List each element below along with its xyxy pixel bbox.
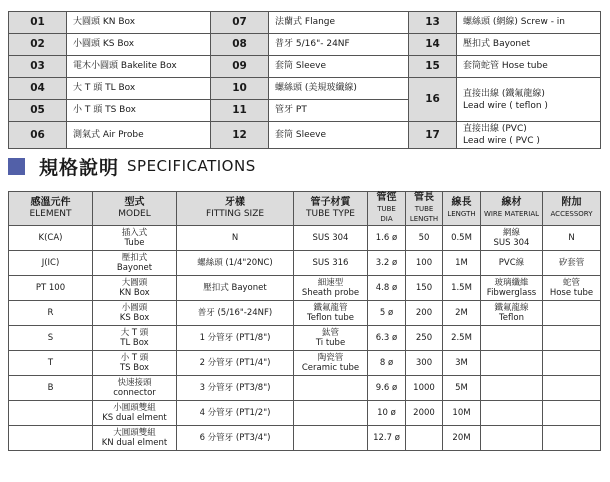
spec-length-line1: 1.5M bbox=[451, 283, 472, 293]
spec-length bbox=[443, 376, 481, 401]
spec-tube-type-line1: 鈦管 bbox=[321, 328, 339, 338]
spec-model-line1: 快速接頭 bbox=[117, 378, 152, 388]
spec-model bbox=[93, 376, 177, 401]
parts-row bbox=[9, 78, 601, 100]
spec-fitting bbox=[177, 376, 294, 401]
spec-tube-type-line1: 鐵氟龍管 bbox=[313, 303, 348, 313]
spec-row bbox=[9, 276, 601, 301]
spec-wire-material-line1: PVC線 bbox=[498, 258, 525, 268]
spec-tube-type bbox=[294, 426, 368, 451]
spec-row bbox=[9, 226, 601, 251]
spec-wire-material bbox=[481, 401, 543, 426]
spec-wire-material-line1: 鐵氟龍線 bbox=[494, 303, 529, 313]
spec-model-line2: TS Box bbox=[119, 363, 150, 373]
spec-fitting-line1: 螺絲頭 (1/4"20NC) bbox=[197, 258, 273, 268]
spec-tube-dia-line1: 5 ø bbox=[379, 308, 394, 318]
spec-tube-dia-line1: 1.6 ø bbox=[375, 233, 398, 243]
part-number: 06 bbox=[9, 122, 67, 149]
specifications-heading bbox=[8, 153, 256, 179]
part-number: 11 bbox=[211, 100, 269, 122]
spec-tube-type-line1: 陶瓷管 bbox=[317, 353, 344, 363]
spec-length bbox=[443, 251, 481, 276]
part-name-zh: 電木小圓頭 bbox=[73, 61, 119, 71]
spec-tube-dia-line1: 9.6 ø bbox=[375, 383, 398, 393]
spec-fitting-line1: 2 分管牙 (PT1/4") bbox=[199, 358, 271, 368]
spec-model bbox=[93, 276, 177, 301]
spec-wire-material-line1: 網線 bbox=[502, 228, 520, 238]
spec-tube-dia-line1: 6.3 ø bbox=[375, 333, 398, 343]
spec-tube-type bbox=[294, 251, 368, 276]
spec-wire-material bbox=[481, 426, 543, 451]
spec-wire-material bbox=[481, 276, 543, 301]
spec-fitting bbox=[177, 351, 294, 376]
spec-tube-length bbox=[406, 426, 443, 451]
header-element: 感溫元件 ELEMENT bbox=[9, 192, 93, 226]
part-name-en: Hose tube bbox=[501, 61, 548, 71]
part-name-zh: 螺絲頭 (網線) bbox=[463, 17, 518, 27]
spec-accessory-line1: 蛇管 bbox=[562, 278, 580, 288]
spec-row bbox=[9, 376, 601, 401]
spec-accessory-line2: Hose tube bbox=[549, 288, 594, 298]
spec-element bbox=[9, 276, 93, 301]
header-accessory: 附加 ACCESSORY bbox=[543, 192, 601, 226]
part-name-zh: 壓扣式 bbox=[463, 39, 491, 49]
header-fitting-size: 牙樣 FITTING SIZE bbox=[177, 192, 294, 226]
spec-tube-dia bbox=[368, 426, 406, 451]
part-name-en: KS Box bbox=[102, 39, 135, 49]
spec-tube-type bbox=[294, 326, 368, 351]
spec-tube-type-line1: 細速型 bbox=[317, 278, 344, 288]
spec-model-line1: 大圓頭雙組 bbox=[113, 428, 156, 438]
spec-row bbox=[9, 301, 601, 326]
spec-element bbox=[9, 401, 93, 426]
part-name-zh: 直接出線 (PVC) bbox=[463, 124, 527, 134]
spec-tube-length-line1: 250 bbox=[415, 333, 433, 343]
part-name-en: Bayonet bbox=[492, 39, 531, 49]
part-description bbox=[269, 56, 409, 78]
spec-tube-length bbox=[406, 351, 443, 376]
part-description bbox=[457, 122, 601, 149]
part-description bbox=[457, 56, 601, 78]
part-name-en: KN Box bbox=[102, 17, 136, 27]
part-number: 12 bbox=[211, 122, 269, 149]
part-name-en: PT bbox=[295, 105, 307, 115]
part-number: 14 bbox=[409, 34, 457, 56]
spec-tube-type bbox=[294, 226, 368, 251]
part-description bbox=[67, 100, 211, 122]
spec-tube-type bbox=[294, 301, 368, 326]
part-name-en: Sleeve bbox=[295, 61, 327, 71]
spec-model bbox=[93, 426, 177, 451]
header-tube-length: 管長 TUBE LENGTH bbox=[406, 192, 443, 226]
spec-fitting bbox=[177, 301, 294, 326]
spec-fitting-line1: 3 分管牙 (PT3/8") bbox=[199, 383, 271, 393]
part-number: 15 bbox=[409, 56, 457, 78]
spec-accessory bbox=[543, 251, 601, 276]
spec-wire-material-line1: 玻璃纖維 bbox=[494, 278, 529, 288]
spec-tube-type-line1: SUS 316 bbox=[312, 258, 349, 268]
spec-model-line1: 壓扣式 bbox=[121, 253, 148, 263]
part-name-zh: 小 T 頭 bbox=[73, 105, 103, 115]
spec-header-row bbox=[9, 192, 601, 226]
spec-fitting bbox=[177, 251, 294, 276]
spec-tube-dia bbox=[368, 226, 406, 251]
parts-row bbox=[9, 34, 601, 56]
spec-tube-length bbox=[406, 326, 443, 351]
header-length: 線長 LENGTH bbox=[443, 192, 481, 226]
spec-element-line1: J(IC) bbox=[41, 258, 60, 268]
spec-tube-length-line1: 300 bbox=[415, 358, 433, 368]
spec-tube-length bbox=[406, 251, 443, 276]
spec-tube-dia bbox=[368, 301, 406, 326]
part-name-en: Air Probe bbox=[102, 129, 144, 140]
spec-fitting-line1: 1 分管牙 (PT1/8") bbox=[199, 333, 271, 343]
part-name-zh: 大圓頭 bbox=[73, 17, 101, 27]
part-description bbox=[457, 78, 601, 122]
spec-wire-material-line2: Fibwerglass bbox=[486, 288, 537, 298]
spec-length-line1: 2.5M bbox=[451, 333, 472, 343]
part-name-zh: 套筒蛇管 bbox=[463, 61, 500, 71]
spec-wire-material bbox=[481, 351, 543, 376]
spec-model-line1: 小 T 頭 bbox=[120, 353, 149, 363]
part-name-zh: 螺絲頭 (美規玻纖線) bbox=[275, 83, 357, 93]
spec-length bbox=[443, 426, 481, 451]
spec-model bbox=[93, 301, 177, 326]
spec-fitting bbox=[177, 226, 294, 251]
spec-tube-length bbox=[406, 276, 443, 301]
spec-element-line1: R bbox=[47, 308, 54, 318]
spec-model-line2: connector bbox=[113, 388, 156, 398]
part-description bbox=[67, 34, 211, 56]
spec-wire-material bbox=[481, 251, 543, 276]
spec-tube-type-line1: SUS 304 bbox=[312, 233, 349, 243]
part-description bbox=[457, 34, 601, 56]
spec-tube-dia bbox=[368, 251, 406, 276]
spec-element bbox=[9, 301, 93, 326]
spec-tube-dia bbox=[368, 351, 406, 376]
heading-zh: 規格說明 bbox=[39, 156, 120, 179]
spec-length-line1: 20M bbox=[452, 433, 471, 443]
part-name-zh: 法蘭式 bbox=[275, 17, 303, 27]
spec-element bbox=[9, 226, 93, 251]
part-name-en: 5/16"- 24NF bbox=[295, 39, 350, 49]
part-name-zh: 套筒 bbox=[275, 61, 294, 71]
spec-tube-length bbox=[406, 376, 443, 401]
part-name-en: Screw - in bbox=[520, 17, 566, 27]
spec-length bbox=[443, 301, 481, 326]
spec-wire-material bbox=[481, 226, 543, 251]
spec-length-line1: 5M bbox=[455, 383, 468, 393]
spec-model bbox=[93, 351, 177, 376]
part-number: 09 bbox=[211, 56, 269, 78]
spec-element-line1: T bbox=[47, 358, 54, 368]
spec-tube-length-line1: 100 bbox=[415, 258, 433, 268]
spec-model-line2: KS Box bbox=[119, 313, 150, 323]
spec-model bbox=[93, 401, 177, 426]
part-description bbox=[269, 122, 409, 149]
spec-tube-type bbox=[294, 376, 368, 401]
spec-row bbox=[9, 401, 601, 426]
spec-length-line1: 3M bbox=[455, 358, 468, 368]
spec-model-line2: KS dual elment bbox=[102, 413, 167, 423]
spec-model bbox=[93, 326, 177, 351]
spec-length bbox=[443, 226, 481, 251]
spec-tube-type-line2: Ceramic tube bbox=[301, 363, 360, 373]
part-name-en: TL Box bbox=[105, 83, 136, 93]
part-description bbox=[457, 12, 601, 34]
spec-model-line1: 大 T 頭 bbox=[120, 328, 149, 338]
spec-tube-length-line1: 2000 bbox=[413, 408, 435, 418]
spec-element bbox=[9, 251, 93, 276]
spec-element bbox=[9, 351, 93, 376]
spec-tube-length-line1: 1000 bbox=[413, 383, 435, 393]
spec-fitting bbox=[177, 401, 294, 426]
part-name-en: Sleeve bbox=[295, 129, 327, 140]
part-number: 13 bbox=[409, 12, 457, 34]
spec-row bbox=[9, 326, 601, 351]
spec-tube-type bbox=[294, 401, 368, 426]
spec-element bbox=[9, 426, 93, 451]
part-description bbox=[269, 12, 409, 34]
spec-accessory bbox=[543, 426, 601, 451]
spec-model-line1: 小圓頭雙組 bbox=[113, 403, 156, 413]
part-name-zh: 直接出線 (鐵氟龍線) bbox=[463, 88, 545, 99]
spec-element-line1: K(CA) bbox=[38, 233, 63, 243]
spec-fitting-line1: 普牙 (5/16"-24NF) bbox=[197, 308, 273, 318]
spec-length bbox=[443, 401, 481, 426]
spec-tube-dia-line1: 4.8 ø bbox=[375, 283, 398, 293]
spec-tube-type bbox=[294, 276, 368, 301]
spec-model-line1: 插入式 bbox=[121, 228, 148, 238]
part-description bbox=[269, 34, 409, 56]
spec-accessory-line1: N bbox=[568, 233, 575, 243]
spec-tube-dia bbox=[368, 376, 406, 401]
part-name-en: Lead wire ( teflon ) bbox=[463, 100, 548, 111]
spec-model-line2: KN dual elment bbox=[101, 438, 168, 448]
spec-wire-material bbox=[481, 301, 543, 326]
spec-row bbox=[9, 351, 601, 376]
spec-wire-material-line2: Teflon bbox=[499, 313, 524, 323]
spec-fitting-line1: 壓扣式 Bayonet bbox=[203, 283, 267, 293]
spec-model-line1: 大圓頭 bbox=[121, 278, 148, 288]
spec-fitting bbox=[177, 426, 294, 451]
spec-wire-material-line2: SUS 304 bbox=[493, 238, 530, 248]
spec-wire-material bbox=[481, 376, 543, 401]
part-number: 17 bbox=[409, 122, 457, 149]
spec-model-line2: TL Box bbox=[120, 338, 149, 348]
spec-fitting-line1: 4 分管牙 (PT1/2") bbox=[199, 408, 271, 418]
spec-model-line2: Tube bbox=[124, 238, 145, 248]
spec-wire-material bbox=[481, 326, 543, 351]
header-wire-material: 線材 WIRE MATERIAL bbox=[481, 192, 543, 226]
part-number: 10 bbox=[211, 78, 269, 100]
part-name-zh: 普牙 bbox=[275, 39, 294, 49]
part-name-en: Flange bbox=[304, 17, 336, 27]
spec-length-line1: 2M bbox=[455, 308, 468, 318]
spec-tube-type-line2: Ti tube bbox=[315, 338, 346, 348]
spec-tube-dia-line1: 3.2 ø bbox=[375, 258, 398, 268]
part-name-zh: 管牙 bbox=[275, 105, 294, 115]
spec-fitting bbox=[177, 326, 294, 351]
part-name-en: Lead wire ( PVC ) bbox=[463, 136, 540, 146]
spec-tube-length bbox=[406, 226, 443, 251]
spec-accessory bbox=[543, 226, 601, 251]
part-number: 03 bbox=[9, 56, 67, 78]
spec-accessory bbox=[543, 326, 601, 351]
part-number: 08 bbox=[211, 34, 269, 56]
part-name-en: Bakelite Box bbox=[120, 61, 177, 71]
part-name-zh: 套筒 bbox=[275, 129, 294, 140]
spec-length bbox=[443, 351, 481, 376]
part-number: 01 bbox=[9, 12, 67, 34]
spec-tube-dia bbox=[368, 276, 406, 301]
spec-accessory bbox=[543, 376, 601, 401]
part-description bbox=[67, 78, 211, 100]
spec-tube-dia bbox=[368, 326, 406, 351]
spec-tube-type-line2: Teflon tube bbox=[307, 313, 354, 323]
spec-length-line1: 10M bbox=[452, 408, 471, 418]
part-name-zh: 測氣式 bbox=[73, 129, 101, 140]
spec-length bbox=[443, 326, 481, 351]
spec-tube-dia-line1: 8 ø bbox=[379, 358, 394, 368]
spec-model-line2: KN Box bbox=[119, 288, 150, 298]
spec-tube-dia-line1: 10 ø bbox=[377, 408, 396, 418]
part-description bbox=[269, 78, 409, 100]
header-tube-dia: 管徑 TUBE DIA bbox=[368, 192, 406, 226]
spec-tube-length-line1: 150 bbox=[415, 283, 433, 293]
part-number: 02 bbox=[9, 34, 67, 56]
part-name-en: TS Box bbox=[105, 105, 136, 115]
spec-fitting-line1: 6 分管牙 (PT3/4") bbox=[199, 433, 271, 443]
spec-accessory-line1: 矽套管 bbox=[558, 258, 585, 268]
specifications-table bbox=[8, 191, 601, 451]
heading-en: SPECIFICATIONS bbox=[127, 157, 256, 175]
spec-model-line2: Bayonet bbox=[116, 263, 153, 273]
spec-row bbox=[9, 426, 601, 451]
parts-table bbox=[8, 11, 601, 149]
spec-element-line1: S bbox=[47, 333, 54, 343]
spec-element bbox=[9, 326, 93, 351]
spec-tube-length bbox=[406, 301, 443, 326]
spec-accessory bbox=[543, 301, 601, 326]
spec-tube-length bbox=[406, 401, 443, 426]
spec-row bbox=[9, 251, 601, 276]
heading-square-icon bbox=[8, 158, 25, 175]
spec-fitting-line1: N bbox=[231, 233, 239, 243]
part-description bbox=[67, 122, 211, 149]
part-number: 16 bbox=[409, 78, 457, 122]
spec-tube-type bbox=[294, 351, 368, 376]
part-description bbox=[269, 100, 409, 122]
part-number: 07 bbox=[211, 12, 269, 34]
spec-element-line1: B bbox=[47, 383, 54, 393]
spec-tube-length-line1: 200 bbox=[415, 308, 433, 318]
spec-tube-dia-line1: 12.7 ø bbox=[373, 433, 400, 443]
part-number: 04 bbox=[9, 78, 67, 100]
spec-length-line1: 1M bbox=[455, 258, 468, 268]
part-description bbox=[67, 12, 211, 34]
part-name-zh: 大 T 頭 bbox=[73, 83, 103, 93]
spec-length-line1: 0.5M bbox=[451, 233, 472, 243]
part-number: 05 bbox=[9, 100, 67, 122]
parts-row bbox=[9, 122, 601, 149]
spec-accessory bbox=[543, 351, 601, 376]
spec-element bbox=[9, 376, 93, 401]
spec-tube-type-line2: Sheath probe bbox=[301, 288, 360, 298]
header-model: 型式 MODEL bbox=[93, 192, 177, 226]
part-name-zh: 小圓頭 bbox=[73, 39, 101, 49]
part-description bbox=[67, 56, 211, 78]
parts-row bbox=[9, 12, 601, 34]
spec-model bbox=[93, 251, 177, 276]
spec-element-line1: PT 100 bbox=[35, 283, 66, 293]
spec-model-line1: 小圓頭 bbox=[121, 303, 148, 313]
spec-tube-dia bbox=[368, 401, 406, 426]
spec-model bbox=[93, 226, 177, 251]
spec-fitting bbox=[177, 276, 294, 301]
header-tube-type: 管子材質 TUBE TYPE bbox=[294, 192, 368, 226]
spec-tube-length-line1: 50 bbox=[418, 233, 430, 243]
spec-accessory bbox=[543, 276, 601, 301]
spec-length bbox=[443, 276, 481, 301]
spec-accessory bbox=[543, 401, 601, 426]
parts-row bbox=[9, 56, 601, 78]
